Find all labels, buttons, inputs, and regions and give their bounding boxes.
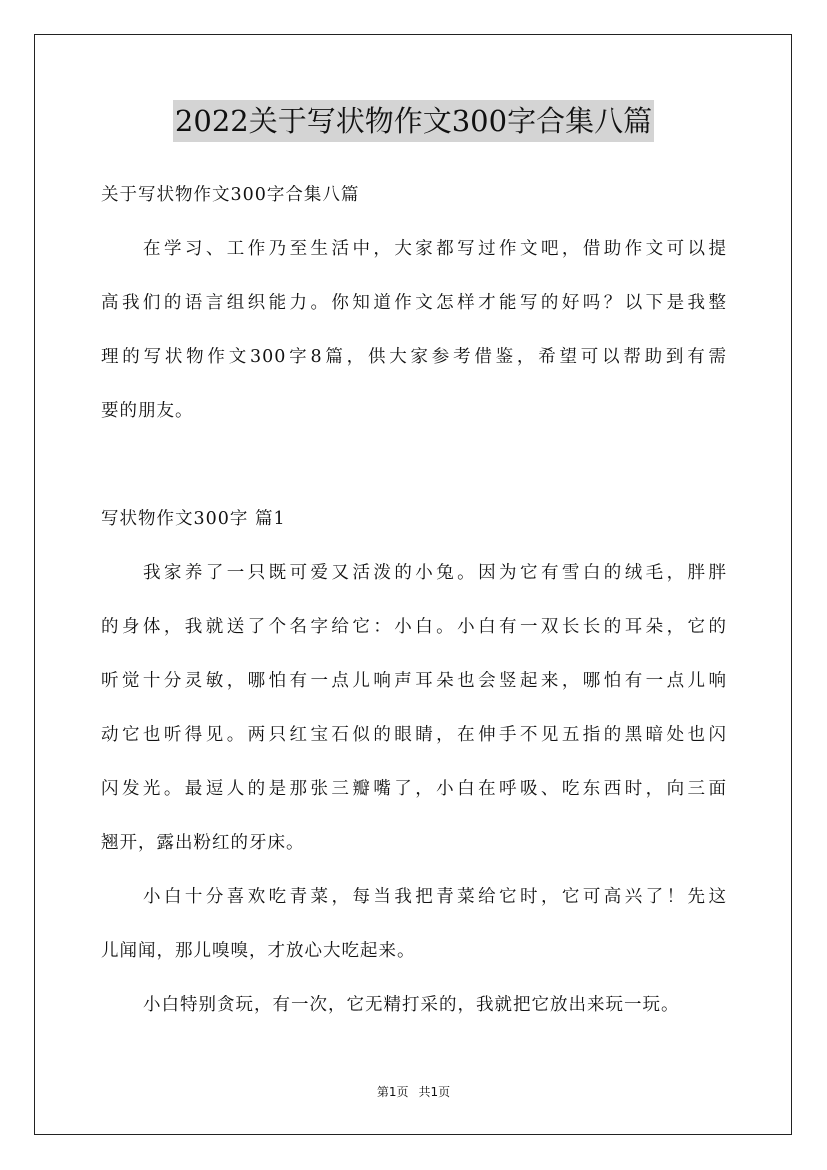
paragraph-line: 小白特别贪玩，有一次，它无精打采的，我就把它放出来玩一玩。 [143, 995, 680, 1015]
paragraph-line: 闪发光。最逗人的是那张三瓣嘴了，小白在呼吸、吃东西时，向三面 [101, 779, 727, 799]
title-container [0, 100, 827, 142]
section-heading: 写状物作文300字 篇1 [101, 509, 286, 529]
paragraph-line: 的身体，我就送了个名字给它：小白。小白有一双长长的耳朵，它的 [101, 617, 727, 637]
page-total: 共1页 [418, 1085, 451, 1099]
intro-line: 高我们的语言组织能力。你知道作文怎样才能写的好吗？以下是我整 [101, 293, 727, 313]
paragraph-line: 翘开，露出粉红的牙床。 [101, 833, 305, 853]
page-footer [0, 1083, 827, 1100]
document-body [101, 168, 727, 1032]
intro-line: 要的朋友。 [101, 401, 194, 421]
paragraph-line: 小白十分喜欢吃青菜，每当我把青菜给它时，它可高兴了！先这 [143, 887, 727, 907]
paragraph-gap [101, 438, 727, 492]
intro-line: 在学习、工作乃至生活中，大家都写过作文吧，借助作文可以提 [143, 239, 727, 259]
document-title: 2022关于写状物作文300字合集八篇 [173, 100, 654, 142]
page-number: 第1页 [376, 1085, 409, 1099]
paragraph-line: 儿闻闻，那儿嗅嗅，才放心大吃起来。 [101, 941, 416, 961]
paragraph-line: 听觉十分灵敏，哪怕有一点儿响声耳朵也会竖起来，哪怕有一点儿响 [101, 671, 727, 691]
paragraph-line: 动它也听得见。两只红宝石似的眼睛，在伸手不见五指的黑暗处也闪 [101, 725, 727, 745]
intro-line: 理的写状物作文300字8篇，供大家参考借鉴，希望可以帮助到有需 [101, 347, 727, 367]
subtitle: 关于写状物作文300字合集八篇 [101, 185, 360, 205]
paragraph-line: 我家养了一只既可爱又活泼的小兔。因为它有雪白的绒毛，胖胖 [143, 563, 727, 583]
